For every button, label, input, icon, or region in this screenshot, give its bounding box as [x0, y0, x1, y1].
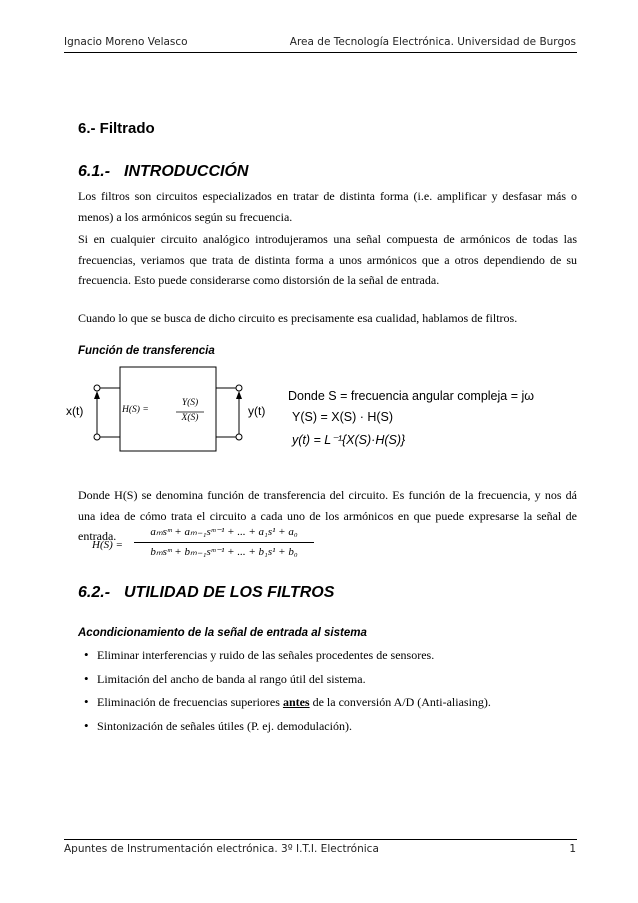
footer-course: Apuntes de Instrumentación electrónica. 3º I.T.I. Electrónica — [64, 843, 379, 855]
list-item-text: Eliminación de frecuencias superiores — [97, 695, 283, 709]
input-label: x(t) — [66, 404, 84, 418]
formula-fraction-bar — [134, 542, 314, 543]
sec61-number: 6.1.- — [78, 163, 111, 180]
hs-lhs: H(S) = — [122, 405, 149, 415]
output-arrowhead — [236, 391, 242, 399]
output-terminal-bottom — [236, 434, 242, 440]
list-item — [78, 719, 491, 743]
emphasis-antes: antes — [282, 695, 310, 709]
list-item-text: Sintonización de señales útiles (P. ej. demodulación). — [97, 718, 352, 733]
intro-paragraph-2: Si en cualquier circuito analógico introdujeramos una señal compuesta de armónicos de todas las frecuencias, veriamos que trata de distinta forma a unos armónicos que a otros dependiendo de su frecuencia. Esto puede considerarse como distorsión de la señal de entrada. — [78, 232, 577, 287]
header-department: Area de Tecnología Electrónica. Universidad de Burgos — [289, 36, 576, 48]
formula-lhs: H(S) = — [92, 539, 123, 551]
transfer-function-paragraph: Donde H(S) se denomina función de transferencia del circuito. Es función de la frecuencia, y nos dá una idea de cómo trata el circuito a cada uno de los armónicos en que puede expresarse la señal de entrada. — [78, 488, 577, 543]
intro-paragraph-3: Cuando lo que se busca de dicho circuito es precisamente esa cualidad, hablamos de filtros. — [78, 311, 518, 325]
hs-denominator: X(S) — [181, 413, 199, 423]
conditioning-heading: Acondicionamiento de la señal de entrada al sistema — [78, 627, 367, 639]
hs-numerator: Y(S) — [181, 398, 199, 408]
list-item-text: Limitación del ancho de banda al rango útil del sistema. — [97, 671, 366, 686]
list-item — [78, 672, 491, 696]
transfer-function-heading: Función de transferencia — [78, 345, 215, 357]
footer-rule — [64, 839, 577, 840]
page-number: 1 — [569, 843, 576, 855]
input-arrowhead — [94, 391, 100, 399]
section-title: 6.- Filtrado — [78, 120, 155, 137]
header-rule — [64, 52, 577, 53]
output-product-equation: Y(S) = X(S) · H(S) — [292, 410, 394, 424]
list-item — [78, 648, 491, 672]
input-terminal-top — [94, 385, 100, 391]
sec62-number: 6.2.- — [78, 584, 111, 601]
list-item-text: Eliminar interferencias y ruido de las señales procedentes de sensores. — [97, 648, 435, 662]
sec61-title: INTRODUCCIÓN — [124, 163, 249, 180]
list-item-text-end: de la conversión A/D (Anti-aliasing). — [309, 695, 491, 709]
list-item — [78, 695, 491, 719]
intro-paragraph-1: Los filtros son circuitos especializados en tratar de distinta forma (i.e. amplificar y desfasar más o menos) a los armónicos según su frecuencia. — [78, 189, 577, 224]
formula-numerator: aₘsᵐ + aₘ₋₁sᵐ⁻¹ + ... + a₁s¹ + a₀ — [150, 526, 298, 538]
formula-denominator: bₘsᵐ + bₘ₋₁sᵐ⁻¹ + ... + b₁s¹ + b₀ — [150, 546, 298, 558]
uses-list — [78, 648, 491, 742]
input-terminal-bottom — [94, 434, 100, 440]
sec62-title: UTILIDAD DE LOS FILTROS — [124, 584, 335, 601]
inverse-laplace-equation: y(t) = L⁻¹{X(S)·H(S)} — [292, 433, 406, 447]
output-terminal-top — [236, 385, 242, 391]
laplace-note: Donde S = frecuencia angular compleja = jω — [288, 389, 535, 403]
output-label: y(t) — [248, 404, 266, 418]
header-author: Ignacio Moreno Velasco — [64, 36, 188, 48]
